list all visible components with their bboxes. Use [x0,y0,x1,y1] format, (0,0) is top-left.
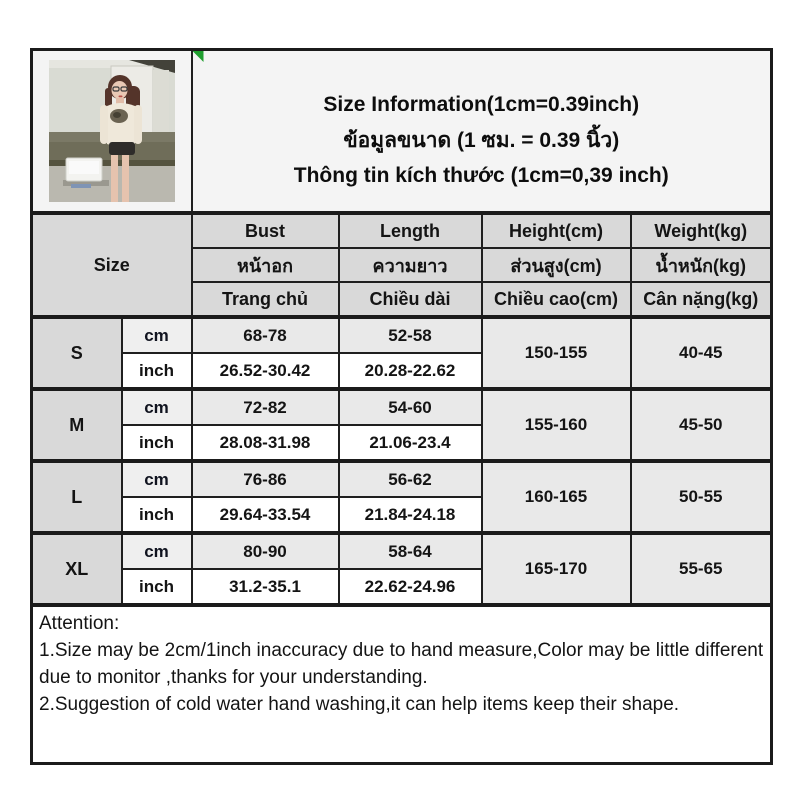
attention-row [32,605,772,764]
xl-length-cm: 58-64 [339,533,482,569]
title-row [32,50,772,214]
unit-cm-label: cm [122,533,192,569]
col-header-height-th: ส่วนสูง(cm) [482,248,631,282]
unit-inch-label: inch [122,569,192,605]
m-length-cm: 54-60 [339,389,482,425]
size-table [30,48,773,765]
unit-inch-label: inch [122,425,192,461]
s-length-inch: 20.28-22.62 [339,353,482,389]
size-label-s: S [32,317,122,389]
l-length-inch: 21.84-24.18 [339,497,482,533]
l-bust-inch: 29.64-33.54 [192,497,339,533]
col-header-bust-vi: Trang chủ [192,282,339,317]
s-bust-cm: 68-78 [192,317,339,353]
xl-height: 165-170 [482,533,631,605]
attention-title: Attention: [39,613,120,634]
title-vietnamese: Thông tin kích thước (1cm=0,39 inch) [293,163,669,187]
col-header-height-en: Height(cm) [482,213,631,248]
size-info-title-cell [192,50,772,214]
s-length-cm: 52-58 [339,317,482,353]
xl-bust-inch: 31.2-35.1 [192,569,339,605]
col-header-bust-th: หน้าอก [192,248,339,282]
m-bust-cm: 72-82 [192,389,339,425]
title-english: Size Information(1cm=0.39inch) [323,92,640,116]
l-length-cm: 56-62 [339,461,482,497]
attention-note-2: 2.Suggestion of cold water hand washing,it can help items keep their shape. [39,694,680,715]
col-header-weight-en: Weight(kg) [631,213,772,248]
col-header-weight-th: น้ำหนัก(kg) [631,248,772,282]
product-photo-cell [32,50,192,214]
xl-length-inch: 22.62-24.96 [339,569,482,605]
col-header-height-vi: Chiều cao(cm) [482,282,631,317]
s-height: 150-155 [482,317,631,389]
m-length-inch: 21.06-23.4 [339,425,482,461]
title-stack [193,51,771,211]
model-photo [49,60,175,202]
unit-inch-label: inch [122,497,192,533]
size-chart-sheet [30,48,773,765]
unit-cm-label: cm [122,389,192,425]
size-label-xl: XL [32,533,122,605]
m-weight: 45-50 [631,389,772,461]
row-m-cm [32,389,772,425]
s-weight: 40-45 [631,317,772,389]
row-xl-cm [32,533,772,569]
xl-weight: 55-65 [631,533,772,605]
col-header-length-vi: Chiều dài [339,282,482,317]
col-header-length-en: Length [339,213,482,248]
size-column-header: Size [32,213,192,317]
s-bust-inch: 26.52-30.42 [192,353,339,389]
attention-note-1: 1.Size may be 2cm/1inch inaccuracy due to hand measure,Color may be little different due to monitor ,thanks for your understanding. [39,640,764,688]
size-label-m: M [32,389,122,461]
unit-inch-label: inch [122,353,192,389]
m-bust-inch: 28.08-31.98 [192,425,339,461]
l-bust-cm: 76-86 [192,461,339,497]
xl-bust-cm: 80-90 [192,533,339,569]
title-thai: ข้อมูลขนาด (1 ซม. = 0.39 นิ้ว) [343,128,620,152]
l-height: 160-165 [482,461,631,533]
row-s-cm [32,317,772,353]
row-l-cm [32,461,772,497]
l-weight: 50-55 [631,461,772,533]
header-row-en [32,213,772,248]
m-height: 155-160 [482,389,631,461]
col-header-weight-vi: Cân nặng(kg) [631,282,772,317]
size-label-l: L [32,461,122,533]
attention-cell [32,605,772,764]
unit-cm-label: cm [122,317,192,353]
col-header-length-th: ความยาว [339,248,482,282]
col-header-bust-en: Bust [192,213,339,248]
unit-cm-label: cm [122,461,192,497]
